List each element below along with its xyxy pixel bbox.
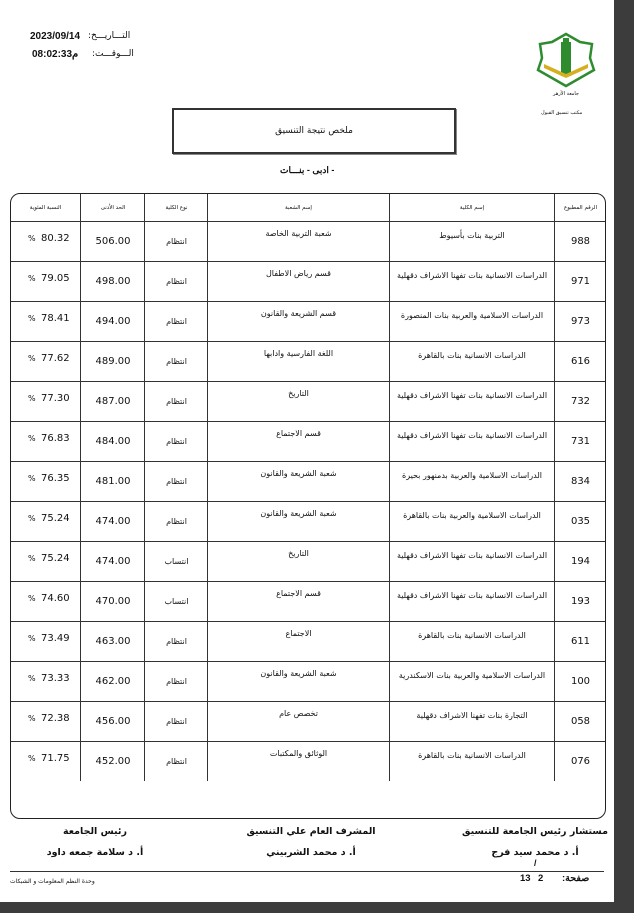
table-row bbox=[11, 381, 605, 422]
row-minimum: 498.00 bbox=[80, 261, 145, 301]
row-number: 973 bbox=[554, 301, 606, 341]
university-name: جامعة الأزهر bbox=[553, 91, 580, 97]
row-type: انتظام bbox=[144, 501, 208, 541]
time-label: الـــوقـــت: bbox=[92, 49, 134, 59]
percent-sign: % bbox=[28, 234, 36, 243]
row-department: اللغة الفارسية وادابها bbox=[207, 341, 389, 381]
percent-sign: % bbox=[28, 434, 36, 443]
page-label: صفحة: bbox=[562, 873, 590, 884]
university-logo bbox=[534, 30, 598, 88]
row-department: شعبة الشريعة والقانون bbox=[207, 501, 389, 541]
row-percent bbox=[11, 461, 80, 501]
percent-sign: % bbox=[28, 554, 36, 563]
row-department: الوثائق والمكتبات bbox=[207, 741, 389, 781]
row-type: انتظام bbox=[144, 741, 208, 781]
row-minimum: 462.00 bbox=[80, 661, 145, 701]
percent-value: 73.49 bbox=[41, 633, 70, 644]
footer-unit: وحدة النظم المعلومات و الشبكات bbox=[10, 878, 95, 885]
row-number: 732 bbox=[554, 381, 606, 421]
row-number: 194 bbox=[554, 541, 606, 581]
percent-value: 77.30 bbox=[41, 393, 70, 404]
table-row bbox=[11, 301, 605, 342]
table-row bbox=[11, 261, 605, 302]
row-percent bbox=[11, 581, 80, 621]
row-type: انتظام bbox=[144, 421, 208, 461]
signature-name-3: أ. د سلامة جمعه داود bbox=[46, 847, 144, 858]
row-department: قسم الاجتماع bbox=[207, 421, 389, 461]
table-row bbox=[11, 701, 605, 742]
row-department: شعبة الشريعة والقانون bbox=[207, 461, 389, 501]
row-minimum: 481.00 bbox=[80, 461, 145, 501]
row-number: 100 bbox=[554, 661, 606, 701]
row-department: التاريخ bbox=[207, 541, 389, 581]
percent-value: 80.32 bbox=[41, 233, 70, 244]
row-type: انتظام bbox=[144, 701, 208, 741]
row-college: الدراسات الاسلامية والعربية بدمنهور بحيرة bbox=[389, 461, 554, 501]
col-header-number: الرقم المطبوع bbox=[554, 194, 606, 221]
table-header bbox=[11, 194, 605, 222]
percent-value: 77.62 bbox=[41, 353, 70, 364]
row-number: 035 bbox=[554, 501, 606, 541]
row-type: انتظام bbox=[144, 301, 208, 341]
row-minimum: 470.00 bbox=[80, 581, 145, 621]
row-number: 971 bbox=[554, 261, 606, 301]
col-header-department: إسم الشعبة bbox=[207, 194, 389, 221]
percent-sign: % bbox=[28, 714, 36, 723]
report-title: ملخص نتيجة التنسيق bbox=[172, 108, 456, 154]
row-percent bbox=[11, 381, 80, 421]
row-type: انتظام bbox=[144, 661, 208, 701]
row-type: انتساب bbox=[144, 581, 208, 621]
table-row bbox=[11, 501, 605, 542]
percent-value: 76.35 bbox=[41, 473, 70, 484]
percent-value: 72.38 bbox=[41, 713, 70, 724]
percent-sign: % bbox=[28, 634, 36, 643]
results-table bbox=[10, 193, 606, 819]
percent-value: 76.83 bbox=[41, 433, 70, 444]
row-minimum: 456.00 bbox=[80, 701, 145, 741]
row-college: التجارة بنات تفهنا الاشراف دقهلية bbox=[389, 701, 554, 741]
row-percent bbox=[11, 421, 80, 461]
percent-sign: % bbox=[28, 274, 36, 283]
row-percent bbox=[11, 621, 80, 661]
row-minimum: 494.00 bbox=[80, 301, 145, 341]
row-minimum: 489.00 bbox=[80, 341, 145, 381]
row-percent bbox=[11, 221, 80, 261]
col-header-minimum: الحد الأدنى bbox=[80, 194, 145, 221]
table-row bbox=[11, 621, 605, 662]
page-number: 2 bbox=[538, 873, 544, 884]
row-college: التربية بنات بأسيوط bbox=[389, 221, 554, 261]
row-percent bbox=[11, 501, 80, 541]
time-value: 08:02:33م bbox=[32, 49, 79, 60]
date-label: التـــاريـــخ: bbox=[88, 31, 131, 41]
row-type: انتساب bbox=[144, 541, 208, 581]
row-type: انتظام bbox=[144, 341, 208, 381]
percent-sign: % bbox=[28, 594, 36, 603]
row-number: 611 bbox=[554, 621, 606, 661]
footer-divider bbox=[10, 871, 604, 872]
row-college: الدراسات الاسلامية والعربية بنات المنصورة bbox=[389, 301, 554, 341]
row-number: 834 bbox=[554, 461, 606, 501]
row-percent bbox=[11, 261, 80, 301]
percent-sign: % bbox=[28, 354, 36, 363]
row-minimum: 474.00 bbox=[80, 501, 145, 541]
row-department: تخصص عام bbox=[207, 701, 389, 741]
table-row bbox=[11, 461, 605, 502]
percent-value: 75.24 bbox=[41, 553, 70, 564]
percent-sign: % bbox=[28, 314, 36, 323]
row-percent bbox=[11, 741, 80, 781]
row-department: الاجتماع bbox=[207, 621, 389, 661]
percent-value: 71.75 bbox=[41, 753, 70, 764]
col-header-college: إسم الكلية bbox=[389, 194, 554, 221]
row-college: الدراسات الاسلامية والعربية بنات بالقاهرة bbox=[389, 501, 554, 541]
percent-sign: % bbox=[28, 674, 36, 683]
row-college: الدراسات الانسانية بنات تفهنا الاشراف دقهلية bbox=[389, 541, 554, 581]
table-row bbox=[11, 221, 605, 262]
row-college: الدراسات الانسانية بنات بالقاهرة bbox=[389, 341, 554, 381]
percent-sign: % bbox=[28, 754, 36, 763]
row-department: قسم الاجتماع bbox=[207, 581, 389, 621]
row-percent bbox=[11, 341, 80, 381]
row-number: 058 bbox=[554, 701, 606, 741]
page-total: 13 bbox=[520, 873, 531, 884]
col-header-percent: النسبة المئوية bbox=[29, 204, 62, 211]
row-minimum: 463.00 bbox=[80, 621, 145, 661]
table-row bbox=[11, 741, 605, 781]
date-value: 2023/09/14 bbox=[30, 31, 81, 42]
row-percent bbox=[11, 301, 80, 341]
row-type: انتظام bbox=[144, 261, 208, 301]
office-name: مكتب تنسيق القبول bbox=[541, 110, 583, 116]
row-minimum: 487.00 bbox=[80, 381, 145, 421]
signature-role-1: مستشار رئيس الجامعة للتنسيق bbox=[462, 826, 608, 837]
percent-value: 73.33 bbox=[41, 673, 70, 684]
signature-role-2: المشرف العام علي التنسيق bbox=[246, 826, 376, 837]
table-row bbox=[11, 541, 605, 582]
row-number: 193 bbox=[554, 581, 606, 621]
row-college: الدراسات الانسانية بنات تفهنا الاشراف دقهلية bbox=[389, 581, 554, 621]
row-college: الدراسات الانسانية بنات تفهنا الاشراف دقهلية bbox=[389, 261, 554, 301]
row-department: قسم الشريعة والقانون bbox=[207, 301, 389, 341]
row-department: التاريخ bbox=[207, 381, 389, 421]
table-row bbox=[11, 661, 605, 702]
row-type: انتظام bbox=[144, 461, 208, 501]
row-number: 731 bbox=[554, 421, 606, 461]
row-number: 988 bbox=[554, 221, 606, 261]
row-type: انتظام bbox=[144, 621, 208, 661]
percent-value: 74.60 bbox=[41, 593, 70, 604]
row-college: الدراسات الانسانية بنات بالقاهرة bbox=[389, 621, 554, 661]
row-type: انتظام bbox=[144, 221, 208, 261]
row-type: انتظام bbox=[144, 381, 208, 421]
row-department: شعبة التربية الخاصة bbox=[207, 221, 389, 261]
row-percent bbox=[11, 701, 80, 741]
row-minimum: 506.00 bbox=[80, 221, 145, 261]
row-college: الدراسات الانسانية بنات تفهنا الاشراف دقهلية bbox=[389, 421, 554, 461]
signature-role-3: رئيس الجامعة bbox=[63, 826, 127, 837]
row-department: قسم رياض الاطفال bbox=[207, 261, 389, 301]
row-minimum: 474.00 bbox=[80, 541, 145, 581]
row-department: شعبة الشريعة والقانون bbox=[207, 661, 389, 701]
percent-sign: % bbox=[28, 514, 36, 523]
row-percent bbox=[11, 661, 80, 701]
table-row bbox=[11, 581, 605, 622]
table-row bbox=[11, 341, 605, 382]
percent-value: 78.41 bbox=[41, 313, 70, 324]
table-row bbox=[11, 421, 605, 462]
row-number: 076 bbox=[554, 741, 606, 781]
row-minimum: 452.00 bbox=[80, 741, 145, 781]
percent-sign: % bbox=[28, 474, 36, 483]
percent-sign: % bbox=[28, 394, 36, 403]
row-college: الدراسات الاسلامية والعربية بنات الاسكندرية bbox=[389, 661, 554, 701]
signature-name-1: أ. د محمد سيد فرج bbox=[491, 847, 579, 858]
row-college: الدراسات الانسانية بنات تفهنا الاشراف دقهلية bbox=[389, 381, 554, 421]
row-percent bbox=[11, 541, 80, 581]
col-header-type: نوع الكلية bbox=[144, 194, 208, 221]
row-minimum: 484.00 bbox=[80, 421, 145, 461]
row-college: الدراسات الانسانية بنات بالقاهرة bbox=[389, 741, 554, 781]
row-number: 616 bbox=[554, 341, 606, 381]
percent-value: 75.24 bbox=[41, 513, 70, 524]
percent-value: 79.05 bbox=[41, 273, 70, 284]
signature-slash: / bbox=[534, 858, 537, 868]
report-subtitle: - ادبى - بنـــات bbox=[280, 165, 335, 175]
signature-name-2: أ. د محمد الشربيني bbox=[266, 847, 356, 858]
